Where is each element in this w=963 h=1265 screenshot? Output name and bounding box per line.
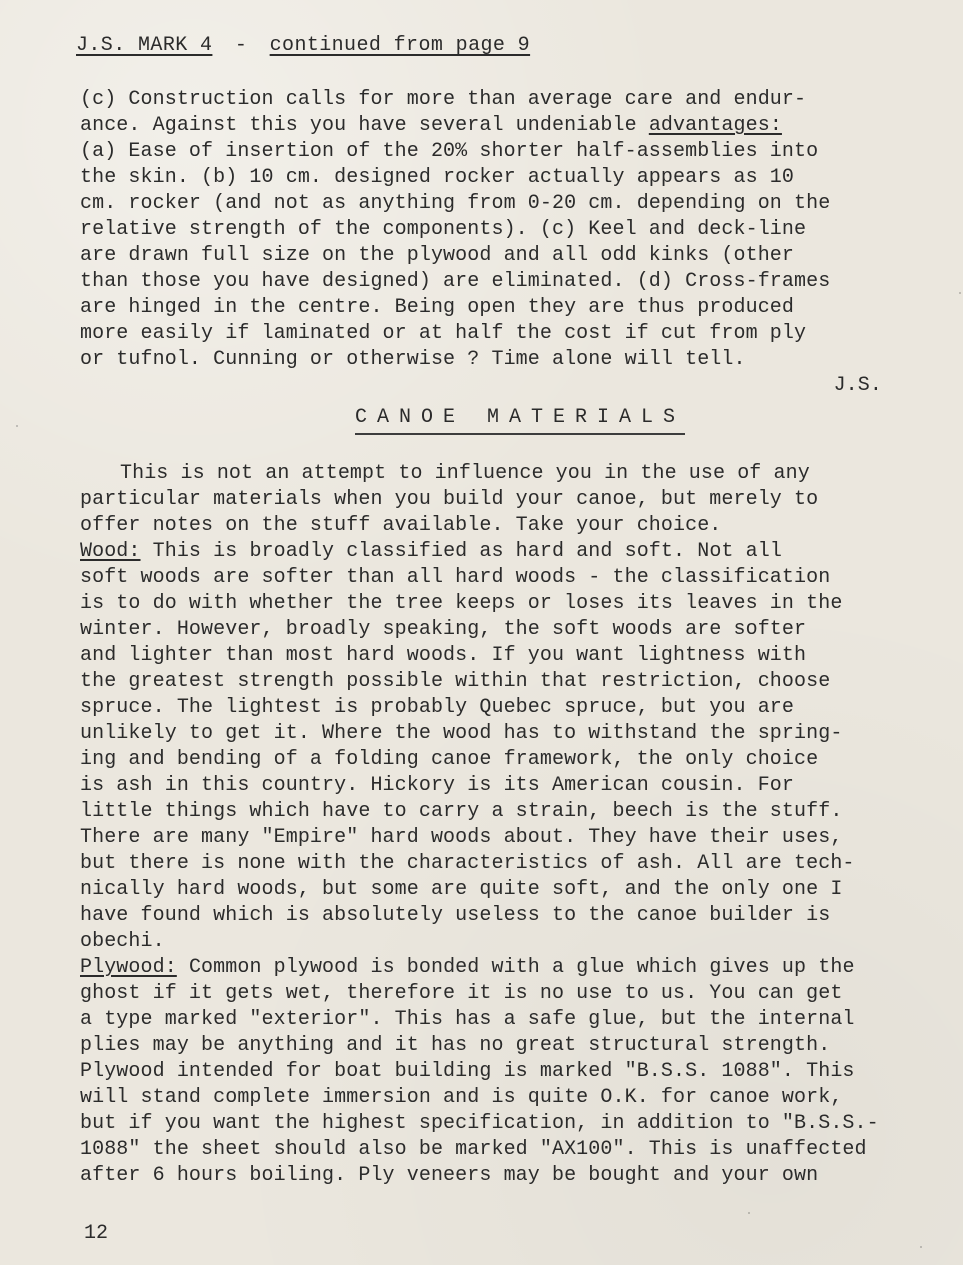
intro-line-9: are hinged in the centre. Being open they are thus produced	[80, 296, 795, 319]
paper-speck	[959, 292, 961, 294]
section-title-text: CANOE MATERIALS	[355, 406, 685, 435]
materials-line-1: This is not an attempt to influence you in the use of any	[120, 462, 810, 485]
materials-line-19: obechi.	[80, 930, 165, 953]
intro-line-7: are drawn full size on the plywood and all odd kinks (other	[80, 244, 795, 267]
materials-line-25: will stand complete immersion and is quite O.K. for canoe work,	[80, 1086, 843, 1109]
materials-line-20	[80, 955, 940, 981]
wood-label: Wood:	[80, 540, 141, 563]
intro-line-2	[80, 113, 940, 139]
intro-line-1: (c) Construction calls for more than average care and endur-	[80, 88, 807, 111]
intro-line-11: or tufnol. Cunning or otherwise ? Time alone will tell.	[80, 348, 746, 371]
intro-line-10: more easily if laminated or at half the cost if cut from ply	[80, 322, 807, 345]
materials-line-24: Plywood intended for boat building is marked "B.S.S. 1088". This	[80, 1060, 855, 1083]
materials-line-14: little things which have to carry a strain, beech is the stuff.	[80, 800, 843, 823]
author-signature: J.S.	[833, 374, 882, 397]
intro-line-6: relative strength of the components). (c) Keel and deck-line	[80, 218, 807, 241]
materials-line-7: winter. However, broadly speaking, the soft woods are softer	[80, 618, 807, 641]
materials-line-9: the greatest strength possible within that restriction, choose	[80, 670, 831, 693]
intro-line-4: the skin. (b) 10 cm. designed rocker actually appears as 10	[80, 166, 795, 189]
materials-line-15: There are many "Empire" hard woods about. They have their uses,	[80, 826, 843, 849]
header-separator: -	[234, 34, 248, 57]
materials-line-13: is ash in this country. Hickory is its American cousin. For	[80, 774, 795, 797]
plywood-label: Plywood:	[80, 956, 177, 979]
materials-line-27: 1088" the sheet should also be marked "AX100". This is unaffected	[80, 1138, 867, 1161]
materials-line-18: have found which is absolutely useless to the canoe builder is	[80, 904, 831, 927]
materials-line-6: is to do with whether the tree keeps or loses its leaves in the	[80, 592, 843, 615]
materials-line-23: plies may be anything and it has no great structural strength.	[80, 1034, 831, 1057]
intro-line-3: (a) Ease of insertion of the 20% shorter half-assemblies into	[80, 140, 819, 163]
advantages-label: advantages:	[648, 114, 782, 137]
page-number: 12	[84, 1222, 109, 1245]
materials-line-12: ing and bending of a folding canoe framework, the only choice	[80, 748, 819, 771]
section-title	[100, 405, 940, 431]
materials-line-4	[80, 539, 940, 565]
materials-line-8: and lighter than most hard woods. If you want lightness with	[80, 644, 807, 667]
materials-line-10: spruce. The lightest is probably Quebec spruce, but you are	[80, 696, 795, 719]
materials-line-11: unlikely to get it. Where the wood has to withstand the spring-	[80, 722, 843, 745]
materials-line-28: after 6 hours boiling. Ply veneers may be bought and your own	[80, 1164, 819, 1187]
header-continuation: continued from page 9	[269, 34, 531, 57]
header-title: J.S. MARK 4	[76, 34, 213, 57]
materials-line-21: ghost if it gets wet, therefore it is no use to us. You can get	[80, 982, 843, 1005]
materials-line-5: soft woods are softer than all hard woods - the classification	[80, 566, 831, 589]
materials-line-4-text: This is broadly classified as hard and soft. Not all	[152, 540, 782, 563]
intro-line-2-text: ance. Against this you have several undeniable	[80, 114, 637, 137]
materials-line-3: offer notes on the stuff available. Take your choice.	[80, 514, 722, 537]
materials-line-26: but if you want the highest specification, in addition to "B.S.S.-	[80, 1112, 879, 1135]
document-body	[80, 87, 940, 1189]
materials-line-2: particular materials when you build your canoe, but merely to	[80, 488, 819, 511]
paper-speck	[748, 1212, 750, 1214]
materials-line-16: but there is none with the characteristics of ash. All are tech-	[80, 852, 855, 875]
page-header	[76, 34, 530, 58]
materials-line-22: a type marked "exterior". This has a safe glue, but the internal	[80, 1008, 855, 1031]
paper-speck	[920, 1246, 922, 1248]
paper-speck	[16, 425, 18, 427]
materials-line-17: nically hard woods, but some are quite soft, and the only one I	[80, 878, 843, 901]
materials-line-20-text: Common plywood is bonded with a glue which gives up the	[188, 956, 855, 979]
intro-line-5: cm. rocker (and not as anything from 0-20 cm. depending on the	[80, 192, 831, 215]
intro-line-8: than those you have designed) are eliminated. (d) Cross-frames	[80, 270, 831, 293]
